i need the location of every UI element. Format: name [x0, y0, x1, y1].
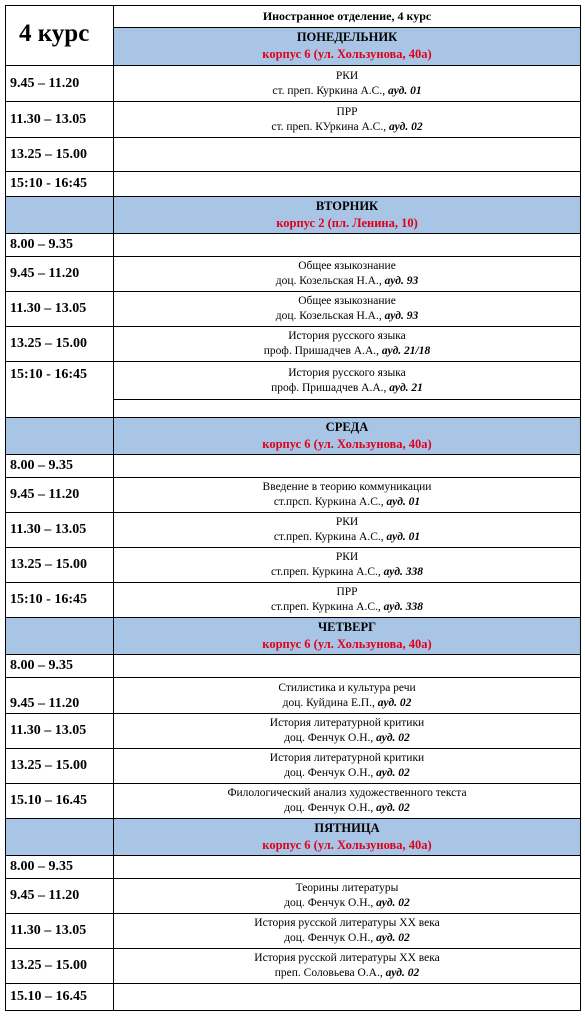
slot-teacher: доц. Козельская Н.А.,: [275, 310, 382, 322]
slot-time: 13.25 – 15.00: [6, 548, 114, 583]
slot-time: 11.30 – 13.05: [6, 914, 114, 949]
slot-time: 13.25 – 15.00: [6, 327, 114, 362]
slot-subject: Введение в теорию коммуникации: [262, 481, 432, 493]
day-header-friday: [114, 819, 581, 856]
day-header-blank: [6, 418, 114, 455]
slot-class: [114, 292, 581, 327]
slot-teacher: доц. Фенчук О.Н.,: [284, 897, 374, 909]
slot-time: 11.30 – 13.05: [6, 714, 114, 749]
slot-teacher: доц. Куйдина Е.П.,: [282, 696, 375, 709]
slot-subject: История русского языка: [288, 366, 406, 379]
slot-time: 13.25 – 15.00: [6, 138, 114, 172]
slot-room: ауд. 02: [376, 932, 410, 944]
slot-time: 9.45 – 11.20: [6, 66, 114, 102]
slot-teacher: ст.преп. Куркина А.С.,: [273, 531, 384, 543]
day-name: ВТОРНИК: [315, 199, 379, 213]
slot-teacher: доц. Фенчук О.Н.,: [284, 732, 374, 744]
slot-room: ауд. 93: [384, 310, 419, 322]
slot-class: [114, 784, 581, 819]
slot-teacher: доц. Фенчук О.Н.,: [284, 767, 374, 779]
day-building: корпус 6 (ул. Хользунова, 40а): [262, 637, 432, 651]
day-building: корпус 6 (ул. Хользунова, 40а): [262, 47, 432, 62]
slot-class: [114, 583, 581, 618]
slot-time: 15:10 - 16:45: [6, 172, 114, 197]
slot-class: [114, 678, 581, 714]
slot-teacher: преп. Соловьева О.А.,: [274, 967, 383, 979]
slot-time: 15.10 – 16.45: [6, 784, 114, 819]
slot-teacher: ст.преп. Куркина А.С.,: [270, 566, 381, 578]
slot-class: [114, 749, 581, 784]
slot-subject: История литературной критики: [269, 717, 425, 729]
slot-teacher: ст.преп. Куркина А.С.,: [270, 601, 381, 613]
slot-subject: РКИ: [335, 551, 359, 563]
slot-subject: ПРР: [336, 586, 358, 598]
day-building: корпус 2 (пл. Ленина, 10): [276, 216, 418, 230]
slot-time: 9.45 – 11.20: [6, 678, 114, 714]
slot-teacher: ст. преп. Куркина А.С.,: [272, 84, 386, 97]
schedule-table: [5, 5, 581, 1011]
slot-class-empty: [114, 138, 581, 172]
section-header: Иностранное отделение, 4 курс: [114, 6, 581, 28]
slot-subject: Общее языкознание: [298, 295, 396, 307]
slot-time: 8.00 – 9.35: [6, 856, 114, 879]
slot-teacher: проф. Пришадчев А.А.,: [271, 381, 387, 394]
slot-room: ауд. 338: [383, 566, 424, 578]
slot-class: [114, 879, 581, 914]
slot-subject: История литературной критики: [269, 752, 425, 764]
slot-room: ауд. 01: [387, 84, 422, 97]
slot-subject: Филологический анализ художественного текста: [227, 787, 467, 799]
day-header-thursday: [114, 618, 581, 655]
day-header-wednesday: [114, 418, 581, 455]
slot-time: 15:10 - 16:45: [6, 583, 114, 618]
slot-time: 9.45 – 11.20: [6, 879, 114, 914]
slot-room: ауд. 02: [388, 120, 423, 133]
day-name: СРЕДА: [325, 420, 369, 434]
slot-room: ауд. 01: [386, 496, 421, 508]
slot-room: ауд. 02: [376, 732, 410, 744]
slot-time: 9.45 – 11.20: [6, 478, 114, 513]
slot-subject: Теорины литературы: [295, 882, 399, 894]
slot-subject: История русской литературы ХХ века: [254, 917, 440, 929]
slot-room: ауд. 01: [386, 531, 421, 543]
slot-class-empty: [114, 655, 581, 678]
slot-room: ауд. 02: [377, 696, 412, 709]
day-header-tuesday: [114, 197, 581, 234]
slot-teacher: ст.прсп. Куркина А.С.,: [273, 496, 384, 508]
slot-class: [114, 327, 581, 362]
slot-room: ауд. 338: [383, 601, 424, 613]
slot-room: ауд. 02: [376, 897, 410, 909]
slot-teacher: доц. Козельская Н.А.,: [275, 275, 382, 287]
slot-teacher: доц. Фенчук О.Н.,: [284, 802, 374, 814]
slot-room: ауд. 02: [376, 802, 410, 814]
slot-subject: Стилистика и культура речи: [278, 681, 416, 694]
slot-teacher: проф. Пришадчев А.А.,: [263, 345, 380, 357]
slot-class: [114, 548, 581, 583]
slot-room: ауд. 21: [389, 381, 423, 394]
day-name: ЧЕТВЕРГ: [317, 620, 377, 634]
slot-class: [114, 714, 581, 749]
slot-time: 13.25 – 15.00: [6, 949, 114, 984]
slot-time: 11.30 – 13.05: [6, 513, 114, 548]
slot-class: [114, 66, 581, 102]
slot-time: 11.30 – 13.05: [6, 292, 114, 327]
slot-class: [114, 478, 581, 513]
slot-subject: ПРР: [336, 105, 358, 118]
day-header-blank: [6, 197, 114, 234]
course-title-cell: [6, 6, 114, 66]
slot-subject: РКИ: [335, 516, 359, 528]
slot-subject: История русского языка: [288, 330, 406, 342]
slot-time: 13.25 – 15.00: [6, 749, 114, 784]
day-building: корпус 6 (ул. Хользунова, 40а): [262, 838, 432, 852]
slot-class-empty: [114, 400, 581, 418]
day-header-blank: [6, 819, 114, 856]
slot-class-empty: [114, 455, 581, 478]
course-title: 4 курс: [19, 20, 90, 47]
day-header-blank: [6, 618, 114, 655]
slot-class-empty: [114, 234, 581, 257]
slot-time: 9.45 – 11.20: [6, 257, 114, 292]
slot-time: 8.00 – 9.35: [6, 655, 114, 678]
slot-subject: Общее языкознание: [298, 260, 396, 272]
slot-class-empty: [114, 172, 581, 197]
slot-room: ауд. 93: [384, 275, 419, 287]
day-name: ПОНЕДЕЛЬНИК: [296, 30, 398, 45]
day-name: ПЯТНИЦА: [314, 821, 380, 835]
slot-time: 15:10 - 16:45: [6, 362, 114, 418]
slot-class: [114, 949, 581, 984]
slot-class-empty: [114, 984, 581, 1011]
day-header-monday: [114, 27, 581, 65]
slot-class: [114, 513, 581, 548]
slot-class: [114, 914, 581, 949]
slot-subject: РКИ: [335, 69, 359, 82]
slot-teacher: ст. преп. КУркина А.С.,: [271, 120, 387, 133]
slot-class: [114, 102, 581, 138]
slot-time: 15.10 – 16.45: [6, 984, 114, 1011]
slot-room: ауд. 02: [376, 767, 410, 779]
slot-teacher: доц. Фенчук О.Н.,: [284, 932, 374, 944]
slot-time: 8.00 – 9.35: [6, 455, 114, 478]
slot-class: [114, 257, 581, 292]
slot-class: [114, 362, 581, 400]
day-building: корпус 6 (ул. Хользунова, 40а): [262, 437, 432, 451]
slot-subject: История русской литературы ХХ века: [254, 952, 440, 964]
slot-class-empty: [114, 856, 581, 879]
slot-room: ауд. 02: [385, 967, 420, 979]
slot-time: 11.30 – 13.05: [6, 102, 114, 138]
slot-time: 8.00 – 9.35: [6, 234, 114, 257]
slot-room: ауд. 21/18: [381, 345, 431, 357]
